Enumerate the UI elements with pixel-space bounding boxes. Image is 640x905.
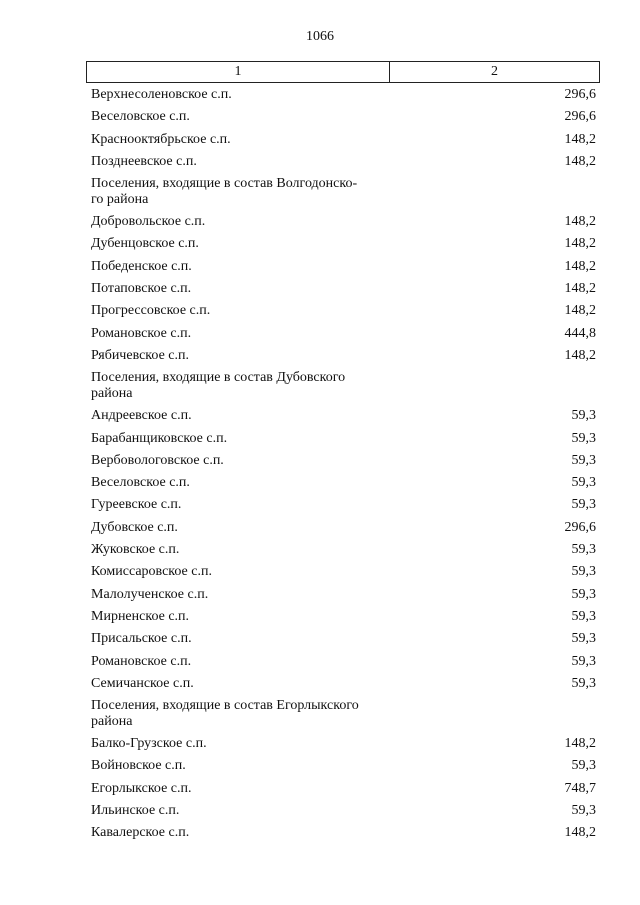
settlement-name: Мирненское с.п.: [91, 608, 190, 624]
settlement-name: Потаповское с.п.: [91, 281, 192, 297]
amount-value: 59,3: [571, 586, 596, 602]
column-header-1: 1: [87, 62, 390, 82]
table-row: [91, 758, 596, 780]
settlement-name: Семичанское с.п.: [91, 675, 194, 691]
settlement-name: Прогрессовское с.п.: [91, 303, 211, 319]
settlement-name: Гуреевское с.п.: [91, 497, 182, 513]
settlement-name: Вербовологовское с.п.: [91, 452, 224, 468]
amount-value: 748,7: [564, 780, 596, 796]
amount-value: 296,6: [564, 109, 596, 125]
amount-value: 148,2: [564, 303, 596, 319]
amount-value: 59,3: [571, 564, 596, 580]
settlement-name: Присальское с.п.: [91, 631, 192, 647]
settlement-name: Романовское с.п.: [91, 653, 192, 669]
amount-value: 59,3: [571, 408, 596, 424]
table-row: [91, 281, 596, 303]
settlement-name: Верхнесоленовское с.п.: [91, 87, 232, 102]
table-row: [91, 631, 596, 653]
amount-value: 59,3: [571, 452, 596, 468]
amount-value: 148,2: [564, 736, 596, 752]
table-row: [91, 87, 596, 109]
amount-value: 59,3: [571, 608, 596, 624]
table-row: [91, 781, 596, 803]
page-number: 1066: [306, 29, 334, 44]
group-heading-row: [91, 698, 596, 736]
settlement-name: Романовское с.п.: [91, 325, 192, 341]
table-row: [91, 348, 596, 370]
settlement-name: Жуковское с.п.: [91, 542, 180, 558]
table-row: [91, 453, 596, 475]
group-heading: Поселения, входящие в состав Егорлыкского района: [91, 698, 359, 730]
amount-value: 148,2: [564, 214, 596, 230]
amount-value: 59,3: [571, 675, 596, 691]
settlement-name: Дубенцовское с.п.: [91, 236, 199, 252]
table-row: [91, 803, 596, 825]
amount-value: 59,3: [571, 542, 596, 558]
settlement-name: Рябичевское с.п.: [91, 347, 189, 363]
table-row: [91, 475, 596, 497]
table-body: [91, 87, 596, 848]
amount-value: 59,3: [571, 631, 596, 647]
table-row: [91, 520, 596, 542]
settlement-name: Балко-Грузское с.п.: [91, 736, 207, 752]
amount-value: 148,2: [564, 153, 596, 169]
table-row: [91, 109, 596, 131]
table-row: [91, 825, 596, 847]
amount-value: 296,6: [564, 87, 596, 102]
settlement-name: Войновское с.п.: [91, 758, 186, 774]
amount-value: 59,3: [571, 475, 596, 491]
settlement-name: Дубовское с.п.: [91, 519, 178, 535]
table-row: [91, 587, 596, 609]
settlement-name: Победенское с.п.: [91, 258, 192, 274]
settlement-name: Комиссаровское с.п.: [91, 564, 212, 580]
table-row: [91, 303, 596, 325]
group-heading: Поселения, входящие в состав Дубовского района: [91, 370, 346, 402]
table-row: [91, 132, 596, 154]
column-header-2: 2: [491, 64, 498, 79]
table-row: [91, 497, 596, 519]
table-header: [86, 61, 600, 83]
table-row: [91, 676, 596, 698]
settlement-name: Веселовское с.п.: [91, 109, 190, 125]
amount-value: 148,2: [564, 131, 596, 147]
table-row: [91, 236, 596, 258]
table-row: [91, 326, 596, 348]
settlement-name: Добровольское с.п.: [91, 214, 206, 230]
amount-value: 148,2: [564, 258, 596, 274]
amount-value: 148,2: [564, 281, 596, 297]
amount-value: 59,3: [571, 653, 596, 669]
table-row: [91, 408, 596, 430]
settlement-name: Андреевское с.п.: [91, 408, 192, 424]
settlement-name: Барабанщиковское с.п.: [91, 430, 228, 446]
settlement-name: Позднеевское с.п.: [91, 153, 197, 169]
amount-value: 59,3: [571, 758, 596, 774]
amount-value: 444,8: [564, 325, 596, 341]
table-row: [91, 736, 596, 758]
table-row: [91, 259, 596, 281]
group-heading-row: [91, 370, 596, 408]
amount-value: 148,2: [564, 236, 596, 252]
table-row: [91, 431, 596, 453]
amount-value: 148,2: [564, 825, 596, 841]
group-heading: Поселения, входящие в состав Волгодонско- го района: [91, 176, 358, 208]
table-row: [91, 154, 596, 176]
settlement-name: Краснооктябрьское с.п.: [91, 131, 231, 147]
table-row: [91, 214, 596, 236]
amount-value: 59,3: [571, 497, 596, 513]
amount-value: 59,3: [571, 430, 596, 446]
settlement-name: Веселовское с.п.: [91, 475, 190, 491]
table-row: [91, 542, 596, 564]
amount-value: 296,6: [564, 519, 596, 535]
settlement-name: Ильинское с.п.: [91, 803, 180, 819]
settlement-name: Егорлыкское с.п.: [91, 780, 192, 796]
table-row: [91, 609, 596, 631]
amount-value: 59,3: [571, 803, 596, 819]
table-row: [91, 654, 596, 676]
settlement-name: Малолученское с.п.: [91, 586, 209, 602]
settlement-name: Кавалерское с.п.: [91, 825, 190, 841]
amount-value: 148,2: [564, 347, 596, 363]
group-heading-row: [91, 176, 596, 214]
table-row: [91, 564, 596, 586]
